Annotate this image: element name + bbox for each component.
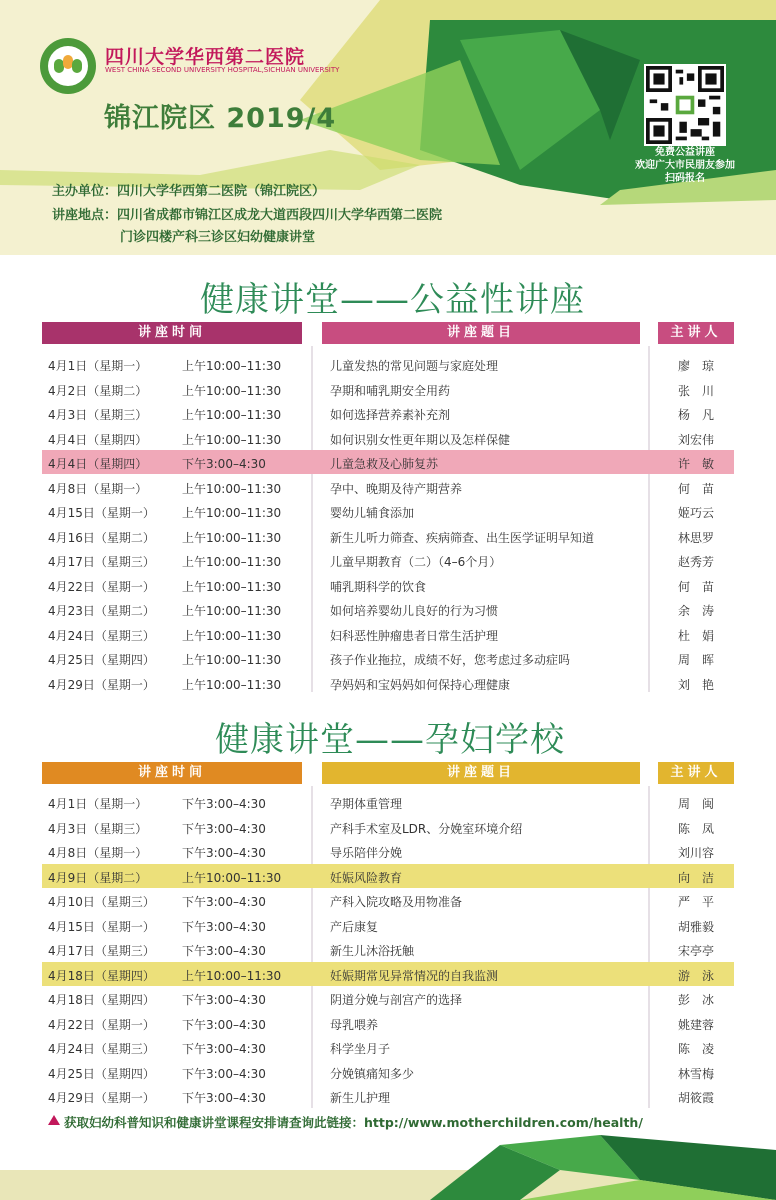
row-date: 4月24日（星期三）: [48, 628, 155, 643]
row-speaker: 游 泳: [678, 968, 715, 983]
row-time: 上午10:00–11:30: [182, 579, 282, 594]
row-speaker: 张 川: [678, 383, 715, 398]
row-speaker: 刘宏伟: [678, 432, 715, 447]
row-topic: 孩子作业拖拉，成绩不好，您考虑过多动症吗: [330, 653, 571, 667]
row-speaker: 余 涛: [678, 604, 715, 618]
row-date: 4月9日（星期二）: [48, 870, 148, 885]
table-row: [42, 1035, 734, 1059]
row-date: 4月16日（星期二）: [48, 530, 155, 545]
row-date: 4月8日（星期一）: [48, 481, 148, 496]
row-speaker: 严 平: [678, 895, 715, 909]
row-topic: 如何识别女性更年期以及怎样保健: [330, 432, 511, 447]
row-speaker: 胡雅毅: [678, 919, 715, 934]
section1-header-speaker: 主讲人: [658, 322, 734, 344]
section1-header-time: 讲座时间: [42, 322, 302, 344]
row-time: 上午10:00–11:30: [182, 604, 282, 618]
row-topic: 新生儿沐浴抚触: [330, 944, 415, 958]
row-date: 4月22日（星期一）: [48, 1017, 155, 1032]
row-speaker: 刘 艳: [678, 677, 715, 692]
row-speaker: 周 闽: [678, 797, 715, 811]
row-topic: 产科入院攻略及用物准备: [330, 895, 463, 909]
row-time: 上午10:00–11:30: [182, 530, 282, 545]
row-date: 4月17日（星期三）: [48, 944, 155, 958]
table-row: [42, 426, 734, 450]
qr-caption-line: 扫码报名: [665, 173, 705, 184]
row-topic: 如何选择营养素补充剂: [330, 408, 451, 422]
qr-caption: [618, 146, 752, 185]
triangle-icon: [48, 1115, 60, 1125]
row-time: 下午3:00–4:30: [182, 1042, 266, 1056]
row-speaker: 何 苗: [678, 579, 715, 594]
table-row: [42, 790, 734, 814]
row-speaker: 林雪梅: [678, 1066, 715, 1081]
row-date: 4月25日（星期四）: [48, 1066, 155, 1081]
row-date: 4月1日（星期一）: [48, 797, 148, 811]
row-speaker: 陈 凌: [678, 1042, 715, 1056]
row-speaker: 宋亭亭: [678, 944, 715, 958]
row-topic: 产后康复: [330, 919, 379, 934]
section1-title: 健康讲堂——公益性讲座: [200, 280, 585, 320]
row-time: 下午3:00–4:30: [182, 457, 266, 471]
location-text-2: 门诊四楼产科三诊区妇幼健康讲堂: [120, 230, 316, 245]
row-time: 下午3:00–4:30: [182, 919, 266, 934]
row-time: 上午10:00–11:30: [182, 677, 282, 692]
table-row: [42, 401, 734, 425]
row-speaker: 何 苗: [678, 481, 715, 496]
table-row: [42, 475, 734, 499]
row-topic: 妊娠期常见异常情况的自我监测: [330, 968, 499, 983]
hospital-logo: [40, 38, 96, 94]
row-topic: 导乐陪伴分娩: [330, 846, 403, 860]
row-speaker: 姚建蓉: [678, 1017, 715, 1032]
row-topic: 分娩镇痛知多少: [330, 1066, 415, 1081]
row-time: 上午10:00–11:30: [182, 870, 282, 885]
row-speaker: 彭 冰: [678, 993, 715, 1007]
row-topic: 儿童急救及心肺复苏: [330, 457, 439, 471]
footer-link-text[interactable]: 获取妇幼科普知识和健康讲堂课程安排请查询此链接：http://www.motherchildren.com/health/: [64, 1115, 643, 1130]
row-date: 4月10日（星期三）: [48, 895, 155, 909]
table-row: [42, 597, 734, 621]
row-topic: 儿童早期教育（二）（4–6个月）: [330, 555, 502, 569]
table-row: [42, 352, 734, 376]
table-row: [42, 1084, 734, 1108]
row-time: 下午3:00–4:30: [182, 895, 266, 909]
row-date: 4月18日（星期四）: [48, 993, 155, 1007]
campus-date: 锦江院区 2019/4: [104, 103, 337, 134]
hospital-name-en: WEST CHINA SECOND UNIVERSITY HOSPITAL,SICHUAN UNIVERSITY: [105, 66, 340, 74]
row-date: 4月3日（星期三）: [48, 408, 148, 422]
row-time: 上午10:00–11:30: [182, 653, 282, 667]
table-row: [42, 450, 734, 474]
table-row: [42, 815, 734, 839]
row-time: 下午3:00–4:30: [182, 944, 266, 958]
row-date: 4月4日（星期四）: [48, 432, 148, 447]
section2-header-time: 讲座时间: [42, 762, 302, 784]
row-time: 上午10:00–11:30: [182, 555, 282, 569]
row-topic: 新生儿听力筛查、疾病筛查、出生医学证明早知道: [330, 530, 595, 545]
table-row: [42, 962, 734, 986]
row-speaker: 赵秀芳: [678, 555, 715, 569]
row-speaker: 周 晖: [678, 653, 715, 667]
row-date: 4月29日（星期一）: [48, 677, 155, 692]
row-time: 上午10:00–11:30: [182, 383, 282, 398]
row-speaker: 姬巧云: [678, 506, 715, 520]
row-time: 上午10:00–11:30: [182, 408, 282, 422]
row-topic: 妊娠风险教育: [330, 870, 403, 885]
row-speaker: 杨 凡: [678, 408, 715, 422]
organizer-text: 主办单位：四川大学华西第二医院（锦江院区）: [52, 184, 326, 199]
row-topic: 婴幼儿辅食添加: [330, 506, 415, 520]
row-date: 4月3日（星期三）: [48, 821, 148, 836]
footer-decoration: [0, 1130, 776, 1200]
row-time: 上午10:00–11:30: [182, 968, 282, 983]
table-row: [42, 499, 734, 523]
row-topic: 孕中、晚期及待产期营养: [330, 481, 463, 496]
row-topic: 科学坐月子: [330, 1042, 391, 1056]
row-speaker: 许 敏: [678, 457, 715, 471]
row-date: 4月4日（星期四）: [48, 457, 148, 471]
table-row: [42, 839, 734, 863]
row-time: 上午10:00–11:30: [182, 481, 282, 496]
section2-header-speaker: 主讲人: [658, 762, 734, 784]
table-row: [42, 913, 734, 937]
row-topic: 哺乳期科学的饮食: [330, 579, 427, 594]
row-date: 4月15日（星期一）: [48, 919, 155, 934]
table-row: [42, 1060, 734, 1084]
row-speaker: 向 洁: [678, 870, 715, 885]
row-speaker: 林思罗: [678, 530, 715, 545]
row-topic: 孕期和哺乳期安全用药: [330, 383, 451, 398]
table-row: [42, 548, 734, 572]
table-row: [42, 622, 734, 646]
row-topic: 新生儿护理: [330, 1091, 391, 1105]
row-date: 4月22日（星期一）: [48, 579, 155, 594]
row-time: 上午10:00–11:30: [182, 359, 282, 373]
row-topic: 产科手术室及LDR、分娩室环境介绍: [330, 821, 523, 836]
section2-header-topic: 讲座题目: [322, 762, 640, 784]
row-speaker: 刘川容: [678, 846, 715, 860]
row-date: 4月1日（星期一）: [48, 359, 148, 373]
table-row: [42, 573, 734, 597]
row-topic: 阴道分娩与剖宫产的选择: [330, 993, 463, 1007]
table-row: [42, 524, 734, 548]
section1-header-topic: 讲座题目: [322, 322, 640, 344]
table-row: [42, 986, 734, 1010]
row-speaker: 陈 凤: [678, 821, 715, 836]
row-date: 4月2日（星期二）: [48, 383, 148, 398]
row-date: 4月25日（星期四）: [48, 653, 155, 667]
table-row: [42, 646, 734, 670]
section2-title: 健康讲堂——孕妇学校: [215, 720, 565, 760]
row-time: 上午10:00–11:30: [182, 432, 282, 447]
row-date: 4月29日（星期一）: [48, 1091, 155, 1105]
row-time: 上午10:00–11:30: [182, 628, 282, 643]
hospital-name-cn: 四川大学华西第二医院: [105, 46, 306, 68]
row-time: 下午3:00–4:30: [182, 846, 266, 860]
row-time: 下午3:00–4:30: [182, 1017, 266, 1032]
location-text-1: 讲座地点：四川省成都市锦江区成龙大道西段四川大学华西第二医院: [52, 208, 443, 223]
table-row: [42, 671, 734, 695]
row-topic: 孕妈妈和宝妈妈如何保持心理健康: [330, 677, 511, 692]
row-time: 下午3:00–4:30: [182, 1091, 266, 1105]
qr-caption-line: 欢迎广大市民朋友参加: [635, 160, 735, 171]
qr-caption-line: 免费公益讲座: [655, 147, 715, 158]
row-date: 4月17日（星期三）: [48, 555, 155, 569]
row-time: 下午3:00–4:30: [182, 797, 266, 811]
row-topic: 孕期体重管理: [330, 797, 403, 811]
row-topic: 如何培养婴幼儿良好的行为习惯: [330, 604, 499, 618]
row-time: 下午3:00–4:30: [182, 821, 266, 836]
row-date: 4月15日（星期一）: [48, 506, 155, 520]
row-date: 4月23日（星期二）: [48, 604, 155, 618]
header-banner: [0, 0, 776, 255]
row-speaker: 廖 琼: [678, 359, 715, 373]
row-time: 下午3:00–4:30: [182, 1066, 266, 1081]
row-date: 4月8日（星期一）: [48, 846, 148, 860]
row-topic: 儿童发热的常见问题与家庭处理: [330, 359, 499, 373]
table-row: [42, 937, 734, 961]
qr-code-icon[interactable]: [644, 64, 726, 146]
table-row: [42, 377, 734, 401]
row-time: 上午10:00–11:30: [182, 506, 282, 520]
table-row: [42, 864, 734, 888]
row-speaker: 胡筱霞: [678, 1091, 715, 1105]
table-row: [42, 888, 734, 912]
row-topic: 妇科恶性肿瘤患者日常生活护理: [330, 628, 499, 643]
table-row: [42, 1011, 734, 1035]
row-date: 4月18日（星期四）: [48, 968, 155, 983]
row-time: 下午3:00–4:30: [182, 993, 266, 1007]
row-speaker: 杜 娟: [678, 628, 715, 643]
row-date: 4月24日（星期三）: [48, 1042, 155, 1056]
row-topic: 母乳喂养: [330, 1017, 379, 1032]
